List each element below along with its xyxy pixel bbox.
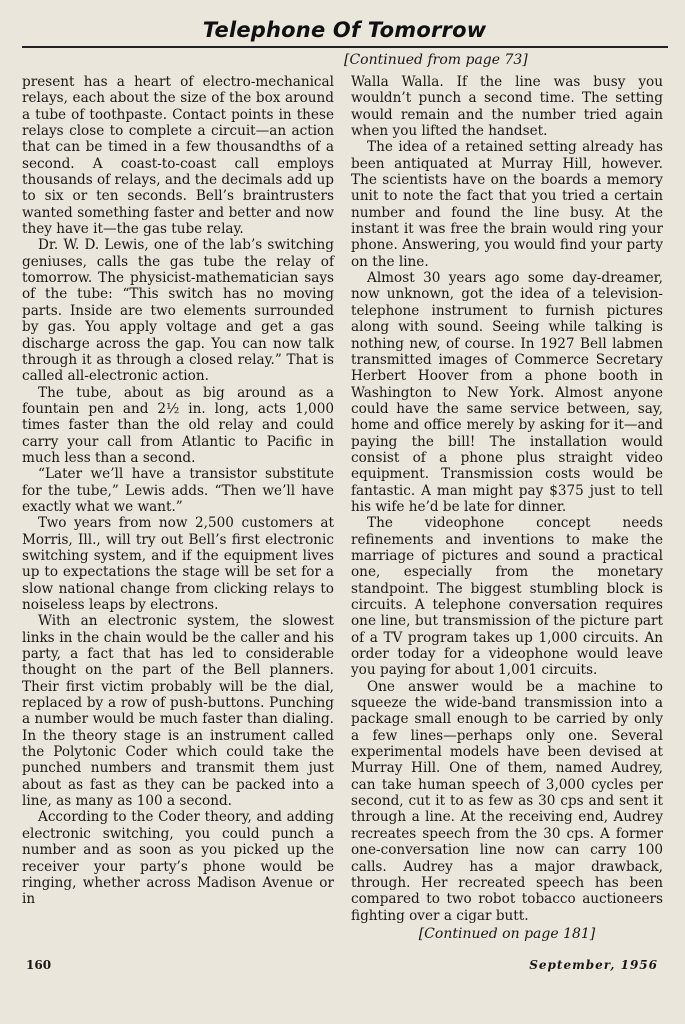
paragraph: According to the Coder theory, and adding electronic switching, you could punch a number and as soon as you picked up the receiver your party’s phone would be ringing, whether across Madison Avenue or in (22, 809, 334, 908)
title-rule (22, 46, 668, 48)
paragraph: present has a heart of electro-mechanical relays, each about the size of the box around a tube of toothpaste. Contact points in these relays close to complete a circuit—an action that can be timed in a few thousandths of a second. A coast-to-coast call employs thousands of relays, and the decimals add up to six or ten seconds. Bell’s braintrusters wanted something faster and better and now they have it—the gas tube relay. (22, 74, 334, 238)
paragraph: “Later we’ll have a transistor substitute for the tube,” Lewis adds. “Then we’ll have exactly what we want.” (22, 466, 334, 515)
continued-on-note: [Continued on page 181] (418, 925, 596, 942)
paragraph: Dr. W. D. Lewis, one of the lab’s switching geniuses, calls the gas tube the relay of tomorrow. The physicist-mathematician says of the tube: “This switch has no moving parts. Inside are two elements surrounded by gas. You apply voltage and get a gas discharge across the gap. You can now talk through it as through a closed relay.” That is called all-electronic action. (22, 237, 334, 385)
paragraph: Almost 30 years ago some day-dreamer, now unknown, got the idea of a television-telephone instrument to furnish pictures along with sound. Seeing while talking is nothing new, of course. In 1927 Bell labmen transmitted images of Commerce Secretary Herbert Hoover from a phone booth in Washington to New York. Almost anyone could have the same service between, say, home and office merely by asking for it—and paying the bill! The installation would consist of a phone plus straight video equipment. Transmission costs would be fantastic. A man might pay $375 just to tell his wife he’d be late for dinner. (351, 270, 663, 515)
paragraph: The videophone concept needs refinements and inventions to make the marriage of pictures and sound a practical one, especially from the monetary standpoint. The biggest stumbling block is circuits. A telephone conversation requires one line, but transmission of the picture part of a TV program takes up 1,000 circuits. An order today for a videophone would leave you paying for about 1,001 circuits. (351, 515, 663, 679)
paragraph: The tube, about as big around as a fountain pen and 2½ in. long, acts 1,000 times faster than the old relay and could carry your call from Atlantic to Pacific in much less than a second. (22, 384, 334, 466)
paragraph: One answer would be a machine to squeeze the wide-band transmission into a package small enough to be carried by only a few lines—perhaps only one. Several experimental models have been devised at Murray Hill. One of them, named Audrey, can take human speech of 3,000 cycles per second, cut it to as few as 30 cps and sent it through a line. At the receiving end, Audrey recreates speech from the 30 cps. A former one-conversation line now can carry 100 calls. Audrey has a major drawback, through. Her recreated speech has been compared to two robot tobacco auctioneers fighting over a cigar butt. (351, 678, 663, 924)
paragraph: Two years from now 2,500 customers at Morris, Ill., will try out Bell’s first electronic switching system, and if the equipment lives up to expectations the stage will be set for a slow national change from clicking relays to noiseless leaps by electrons. (22, 515, 334, 613)
left-column (22, 74, 334, 908)
issue-date: September, 1956 (529, 958, 658, 972)
paragraph: The idea of a retained setting already has been antiquated at Murray Hill, however. The scientists have on the boards a memory unit to note the fact that you tried a certain number and found the line busy. At the instant it was free the brain would ring your phone. Answering, you would find your party on the line. (351, 139, 663, 270)
page-number: 160 (26, 958, 52, 972)
paragraph: Walla Walla. If the line was busy you wouldn’t punch a second time. The setting would remain and the number tried again when you lifted the handset. (351, 74, 663, 140)
right-column (351, 74, 663, 942)
continued-from-note: [Continued from page 73] (344, 52, 528, 68)
paragraph: With an electronic system, the slowest links in the chain would be the caller and his party, a fact that has led to considerable thought on the part of the Bell planners. Their first victim probably will be the dial, replaced by a row of push-buttons. Punching a number would be much faster than dialing. In the theory stage is an instrument called the Polytonic Coder which could take the punched numbers and transmit them just about as fast as they can be packed into a line, as many as 100 a second. (22, 613, 334, 810)
article-title: Telephone Of Tomorrow (202, 18, 487, 42)
